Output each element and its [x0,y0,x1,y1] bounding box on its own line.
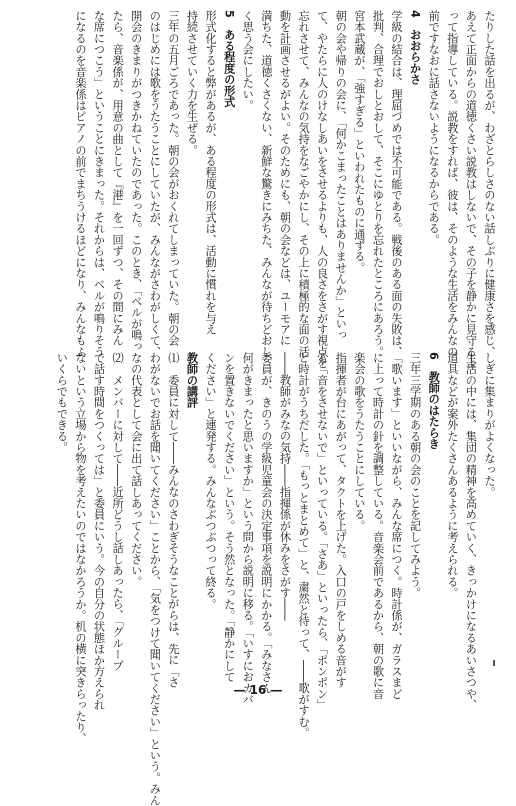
text-line: 楽会の歌をうたうことにしている。 [352,352,366,532]
text-line: 6 教師のはたらき [427,352,441,450]
text-line: 宮本武蔵が、「強すぎる」といわれたものに通ずる。 [352,10,366,274]
text-line: わがないでお話を聞いてください」ことから、「気をつけて聞いてください」という。みん [148,352,162,806]
margin-mark [493,660,495,666]
text-line: 委員が、きのうの学級児童会の決定事項を説明にかかる。「みなさん [259,352,273,694]
text-line: く思う会にしたい。 [241,10,255,111]
text-line: 指揮者が台にあがって、タクトを上げた。入口の戸をしめる音がす [334,352,348,688]
text-line: に上って時計の針を調整している。音楽会前であるから、朝の歌に音 [371,352,385,700]
text-line: ないという立場から物を考えたいのではなかろうか。机の横に突きらったり、 [73,352,87,744]
text-line: 学級の結合は、理屈づめでは不可能である。戦後のある面の失敗は、 [390,10,404,358]
text-line: のはじめには歌をうたうことにしていたが、みんながさわがしくて、 [148,10,162,358]
text-line: る「音をさせないで」といっている。「さあ」といったら、「ポンポン」 [315,352,329,711]
text-line: 三年三学期のある朝の会のことを記してみよう。 [408,352,422,599]
text-line: 批判、合理でおしとおして、そこにゆとりを忘れたところにあろう。 [371,10,385,358]
text-line: たりした話を出るが、わざとらしさのない話しぶりに健康さを感じ、 [483,10,496,358]
text-line: ンを置きないでください」という。そう然となった。「静かにして [222,352,236,683]
page-number: — 16 — [233,683,283,697]
text-line: いくらでもできる。 [55,352,69,453]
text-line: になるのを音楽係はピアノの前でまちうけるほどになり、みんなもふ [73,10,87,358]
text-line: しぎに集まりがよくなった。 [483,352,496,498]
text-line: ――教師がみなの気持――指揮係が休みをさがす―― [278,352,292,621]
text-line: 持続させていく力を生ぜる。 [185,10,199,156]
text-line: で話す時間をつくっては」と委員にいう。今の自分の状態ほか方えられ [92,352,106,711]
text-line: なの代表として会に出て話しあってください。 [129,352,143,588]
text-line: ⑴ 委員に対して――みんなのさわぎそうなことがらは、先に「さ [166,352,180,688]
text-line: 教師の講評 [185,352,199,408]
text-line: と時計がうちだした。「もっとまとめて」と、粛然と待って、――歌がすむ。 [297,352,311,739]
text-line: 何がきまったと思いますか」という問から説明に移る。「いすにおカバ [241,352,255,705]
text-line: って指導している。説教をすれば、彼は、そのような生活をみんなの [445,10,459,358]
text-line: 朝の会や帰りの会に、「何かこまったことはありませんか」といっ [334,10,348,341]
text-line: て、やたらに人のけなしあいをさせるよりも、人の良さをさがす視点を [315,10,329,369]
text-line: な席につこう」ということにきまった。それからは、ベルが鳴りそう [92,10,106,358]
text-line: 5 ある程度の形式 [222,10,236,108]
text-line: 忘れさせて、みんなの気持をなごやかにし、その上に積極的な面の活 [297,10,311,358]
text-line: 開会のきまりがつきかねていたのであった。このとき、「ベルが鳴っ [129,10,143,352]
text-line: 満ちた、道徳くさくない、新鮮な驚きにみちた、みんなが待ちどおし [259,10,273,358]
upper-text-block [70,10,498,369]
text-line: ください」と連発する。みんなぶつぶつって終る。 [204,352,218,610]
text-line: たら、音楽係が、用意の曲として『港』を一回ずつ、その間にみん [111,10,125,346]
text-line: 4 おおらかさ [408,10,422,85]
text-line: ⑵ メンバーに対して――近所どうし話しあったら、「グループ [111,352,125,672]
text-line: 動を計画させるがよい。そのためにも、朝の会などは、ユーモアに [278,10,292,346]
text-line: 生活の中には、集団の精神を高めていく、きっかけになるあいさつや、 [464,352,478,711]
text-line: 「歌います」といいながら、みんな席につく。時計係が、ガラスまど [390,352,404,700]
text-line: 三年の五月ごろであった。朝の会がおくれてしまっていた。朝の会 [166,10,180,346]
text-line: 道具などが案外たくさんあるように考えられる。 [445,352,459,599]
text-line: 前ですなおに話さないようになるからである。 [427,10,441,246]
text-line: あえて正面からの道徳くさい説教はしないで、その子を静かに見守るよ [464,10,478,369]
text-line: 形式化すると弊があるが、ある程度の形式は、活動に慣れを与え [204,10,218,335]
